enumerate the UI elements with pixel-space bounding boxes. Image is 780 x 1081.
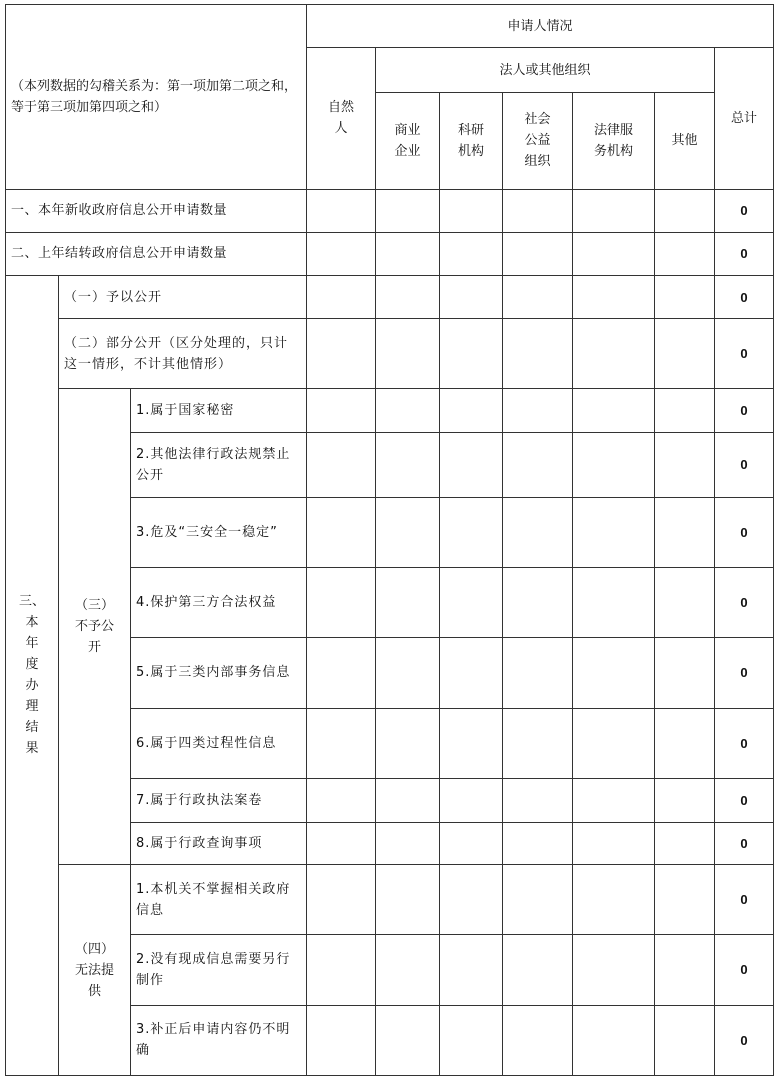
row-total: 0 (715, 822, 774, 864)
row-label: 6.属于四类过程性信息 (131, 708, 307, 778)
row-total: 0 (715, 1005, 774, 1075)
row-total: 0 (715, 389, 774, 432)
row-label: 1.本机关不掌握相关政府信息 (131, 865, 307, 935)
row-total: 0 (715, 497, 774, 567)
header-total: 总计 (715, 48, 774, 190)
row-total: 0 (715, 432, 774, 497)
row-total: 0 (715, 232, 774, 275)
group3d-label: （四） 无法提 供 (59, 865, 131, 1076)
header-note: （本列数据的勾稽关系为：第一项加第二项之和，等于第三项加第四项之和） (6, 5, 307, 190)
header-applicant: 申请人情况 (307, 5, 774, 48)
row-total: 0 (715, 935, 774, 1005)
header-legal-other: 法人或其他组织 (376, 48, 715, 93)
row-label: 4.保护第三方合法权益 (131, 568, 307, 638)
row-total: 0 (715, 568, 774, 638)
section3-label: 三、 本 年 度 办 理 结 果 (6, 275, 59, 1075)
gov-info-request-table (5, 4, 774, 1076)
header-business: 商业 企业 (376, 93, 440, 189)
row-total: 0 (715, 275, 774, 318)
row-label: （一）予以公开 (59, 275, 307, 318)
row-label: 5.属于三类内部事务信息 (131, 638, 307, 708)
row-label: 一、本年新收政府信息公开申请数量 (6, 189, 307, 232)
table-row (6, 275, 774, 318)
table-row (6, 232, 774, 275)
table-row (6, 389, 774, 432)
row-label: 3.危及“三安全一稳定” (131, 497, 307, 567)
row-label: 二、上年结转政府信息公开申请数量 (6, 232, 307, 275)
row-label: 2.其他法律行政法规禁止公开 (131, 432, 307, 497)
row-total: 0 (715, 319, 774, 389)
row-label: 8.属于行政查询事项 (131, 822, 307, 864)
header-research: 科研 机构 (440, 93, 503, 189)
row-total: 0 (715, 778, 774, 822)
row-label: 7.属于行政执法案卷 (131, 778, 307, 822)
row-label: 3.补正后申请内容仍不明确 (131, 1005, 307, 1075)
table-row (6, 189, 774, 232)
row-label: （二）部分公开（区分处理的，只计这一情形，不计其他情形） (59, 319, 307, 389)
header-legal-service: 法律服 务机构 (573, 93, 655, 189)
table-row (6, 319, 774, 389)
row-label: 1.属于国家秘密 (131, 389, 307, 432)
row-total: 0 (715, 638, 774, 708)
header-social-welfare: 社会 公益 组织 (503, 93, 573, 189)
row-total: 0 (715, 189, 774, 232)
group3c-label: （三） 不予公 开 (59, 389, 131, 865)
row-total: 0 (715, 865, 774, 935)
row-total: 0 (715, 708, 774, 778)
header-natural-person: 自然 人 (307, 48, 376, 190)
table-row (6, 865, 774, 935)
header-other: 其他 (655, 93, 715, 189)
row-label: 2.没有现成信息需要另行制作 (131, 935, 307, 1005)
